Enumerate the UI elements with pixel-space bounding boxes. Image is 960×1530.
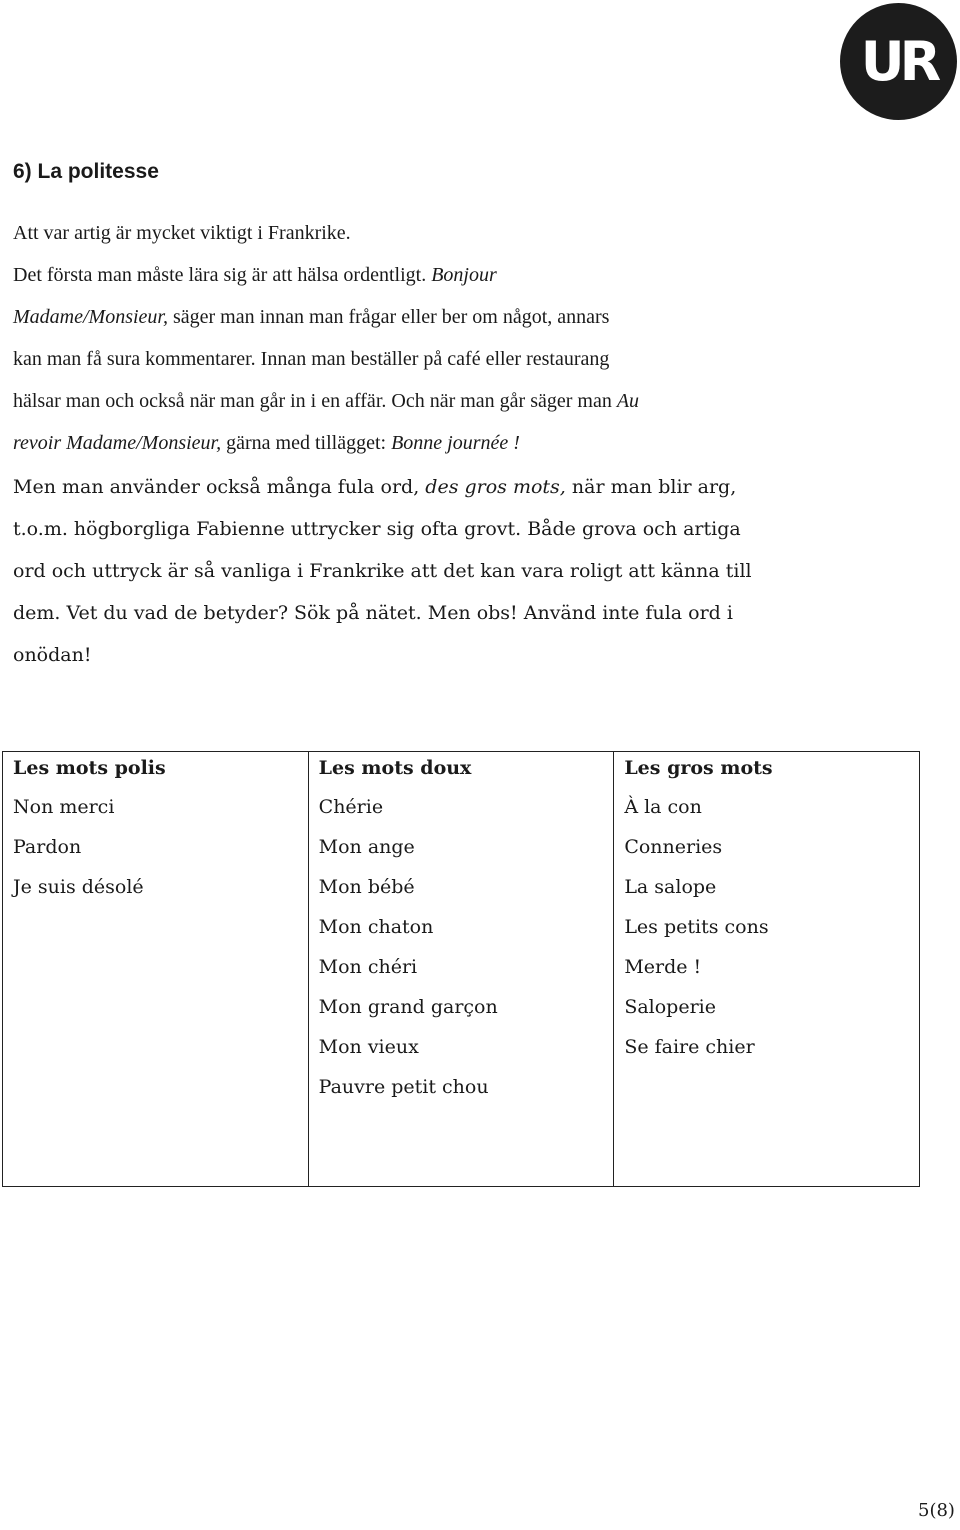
column-header: Les gros mots (624, 757, 773, 779)
text-run: ord och uttryck är så vanliga i Frankrike att det kan vara roligt att känna till (13, 560, 752, 582)
italic-phrase: Au (616, 390, 640, 412)
text-run: hälsar man och också när man går in i en affär. Och när man går säger man (13, 390, 617, 412)
text-run: Det första man måste lära sig är att hälsa ordentligt. (13, 264, 432, 286)
text-line (13, 380, 813, 422)
table-cell-item: Mon vieux (318, 1036, 419, 1058)
table-cell-item: Pardon (13, 836, 82, 858)
text-run: säger man innan man frågar eller ber om något, annars (167, 306, 610, 328)
italic-phrase: des gros mots, (425, 476, 566, 498)
table-cell-item: Non merci (13, 796, 115, 818)
table-cell-item: Saloperie (624, 996, 716, 1018)
table-cell-item: Se faire chier (624, 1036, 755, 1058)
table-cell-item: Mon chaton (318, 916, 434, 938)
text-line (13, 550, 813, 592)
table-cell-item: Conneries (624, 836, 723, 858)
text-line (13, 296, 813, 338)
table-cell-item: La salope (624, 876, 717, 898)
italic-phrase: Bonjour (431, 264, 497, 286)
text-line (13, 212, 813, 254)
table-cell-item: À la con (624, 796, 702, 818)
text-line (13, 466, 813, 508)
text-line (13, 338, 813, 380)
text-run: när man blir arg, (565, 476, 737, 498)
table-cell-item: Les petits cons (624, 916, 769, 938)
intro-paragraph (13, 212, 813, 464)
text-run: gärna med tillägget: (221, 432, 392, 454)
text-line (13, 634, 813, 676)
column-header: Les mots polis (13, 757, 166, 779)
italic-phrase: revoir Madame/Monsieur, (13, 432, 222, 454)
text-run: t.o.m. högborgliga Fabienne uttrycker sig ofta grovt. Både grova och artiga (13, 518, 741, 540)
text-line (13, 422, 813, 464)
text-line (13, 254, 813, 296)
section-heading: 6) La politesse (13, 160, 159, 183)
column-gros-mots (614, 752, 920, 1187)
table-cell-item: Mon chéri (318, 956, 418, 978)
text-run: kan man få sura kommentarer. Innan man beställer på café eller restaurang (13, 348, 610, 370)
table-cell-item: Mon bébé (318, 876, 415, 898)
text-run: Att var artig är mycket viktigt i Frankrike. (13, 222, 351, 244)
text-line (13, 592, 813, 634)
gros-mots-paragraph (13, 466, 813, 676)
column-mots-doux (308, 752, 614, 1187)
text-run: onödan! (13, 644, 92, 666)
ur-logo: UR (840, 3, 957, 120)
text-run: dem. Vet du vad de betyder? Sök på nätet. Men obs! Använd inte fula ord i (13, 602, 733, 624)
table-cell-item: Pauvre petit chou (318, 1076, 489, 1098)
table-cell-item: Mon ange (318, 836, 415, 858)
text-line (13, 508, 813, 550)
table-cell-item: Mon grand garçon (318, 996, 498, 1018)
column-header: Les mots doux (318, 757, 472, 779)
italic-phrase: Madame/Monsieur, (13, 306, 168, 328)
table-cell-item: Merde ! (624, 956, 702, 978)
italic-phrase: Bonne journée ! (391, 432, 520, 454)
page-number: 5(8) (918, 1500, 955, 1521)
column-mots-polis (3, 752, 309, 1187)
vocabulary-table (2, 751, 920, 1187)
text-run: Men man använder också många fula ord, (13, 476, 426, 498)
table-cell-item: Je suis désolé (13, 876, 144, 898)
table-cell-item: Chérie (318, 796, 384, 818)
